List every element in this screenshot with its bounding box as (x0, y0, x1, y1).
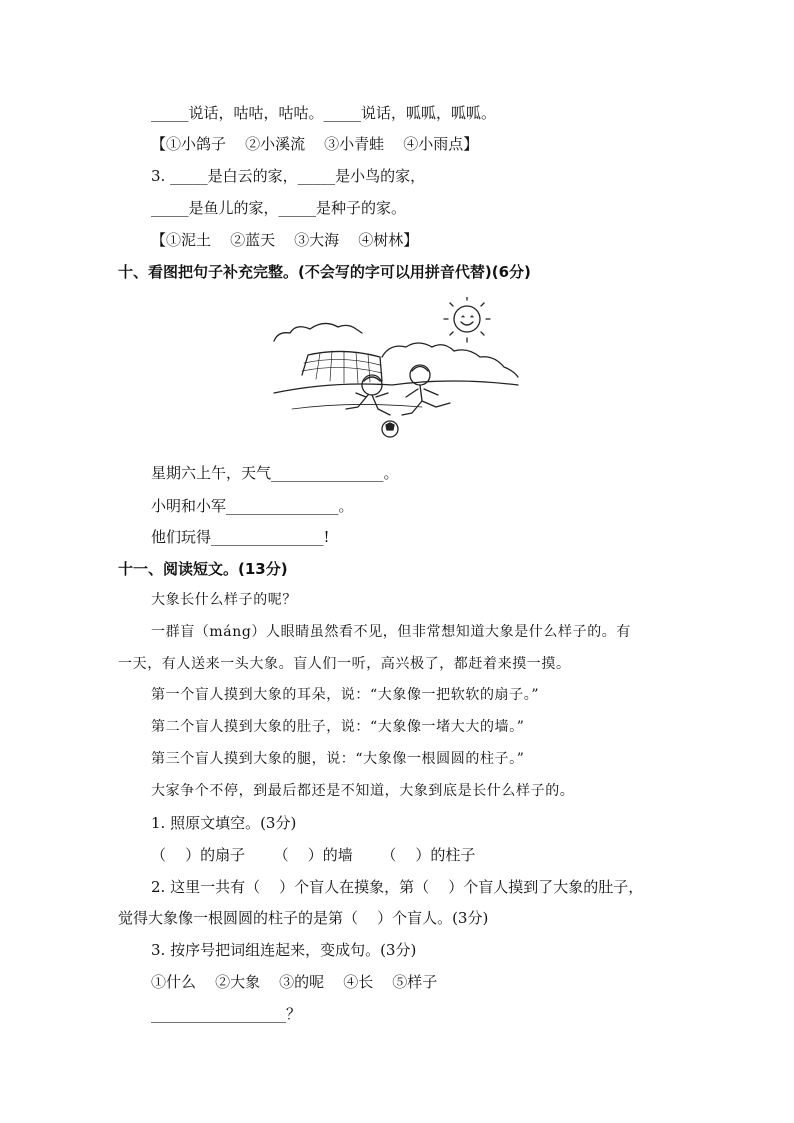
boys-playing-football-illustration (272, 297, 520, 443)
passage-paragraph-2: 第一个盲人摸到大象的耳朵，说：“大象像一把软软的扇子。” (151, 687, 540, 703)
question-3-options: ①什么 ②大象 ③的呢 ④长 ⑤样子 (151, 973, 438, 991)
passage-paragraph-4: 第三个盲人摸到大象的腿，说：“大象像一根圆圆的柱子。” (151, 751, 525, 767)
sentence-1: 星期六上午，天气_______________。 (151, 464, 399, 482)
passage-paragraph-5: 大家争个不停，到最后都还是不知道，大象到底是长什么样子的。 (151, 783, 575, 799)
question-3-line-1: 3. _____是白云的家，_____是小鸟的家， (151, 167, 426, 185)
question-1: 1. 照原文填空。(3分) (151, 814, 297, 832)
options-1: 【①小鸽子 ②小溪流 ③小青蛙 ④小雨点】 (151, 135, 479, 153)
passage-paragraph-3: 第二个盲人摸到大象的肚子，说：“大象像一堵大大的墙。” (151, 719, 525, 735)
section-11-title: 十一、阅读短文。(13分) (118, 560, 288, 578)
question-2-line-1: 2. 这里一共有（ ）个盲人在摸象，第（ ）个盲人摸到了大象的肚子， (151, 878, 644, 896)
options-2: 【①泥土 ②蓝天 ③大海 ④树林】 (151, 231, 419, 249)
sentence-3: 他们玩得_______________! (151, 528, 330, 546)
question-2-line-2: 觉得大象像一根圆圆的柱子的是第（ ）个盲人。(3分) (118, 909, 489, 927)
passage-paragraph-1-line-1: 一群盲（máng）人眼睛虽然看不见，但非常想知道大象是什么样子的。有 (151, 624, 631, 640)
question-3: 3. 按序号把词组连起来，变成句。(3分) (151, 941, 417, 959)
passage-title: 大象长什么样子的呢？ (151, 592, 297, 608)
question-1-blanks: （ ）的扇子 （ ）的墙 （ ）的柱子 (151, 846, 476, 864)
question-3-answer-line: __________________？ (151, 1005, 302, 1023)
sentence-2: 小明和小军_______________。 (151, 497, 354, 515)
passage-paragraph-1-line-2: 一天，有人送来一头大象。盲人们一听，高兴极了，都赶着来摸一摸。 (118, 656, 571, 672)
line-fill-1: _____说话，咕咕，咕咕。_____说话，呱呱，呱呱。 (151, 104, 497, 122)
question-3-line-2: _____是鱼儿的家，_____是种子的家。 (151, 199, 407, 217)
section-10-title: 十、看图把句子补充完整。(不会写的字可以用拼音代替)(6分) (118, 263, 531, 281)
